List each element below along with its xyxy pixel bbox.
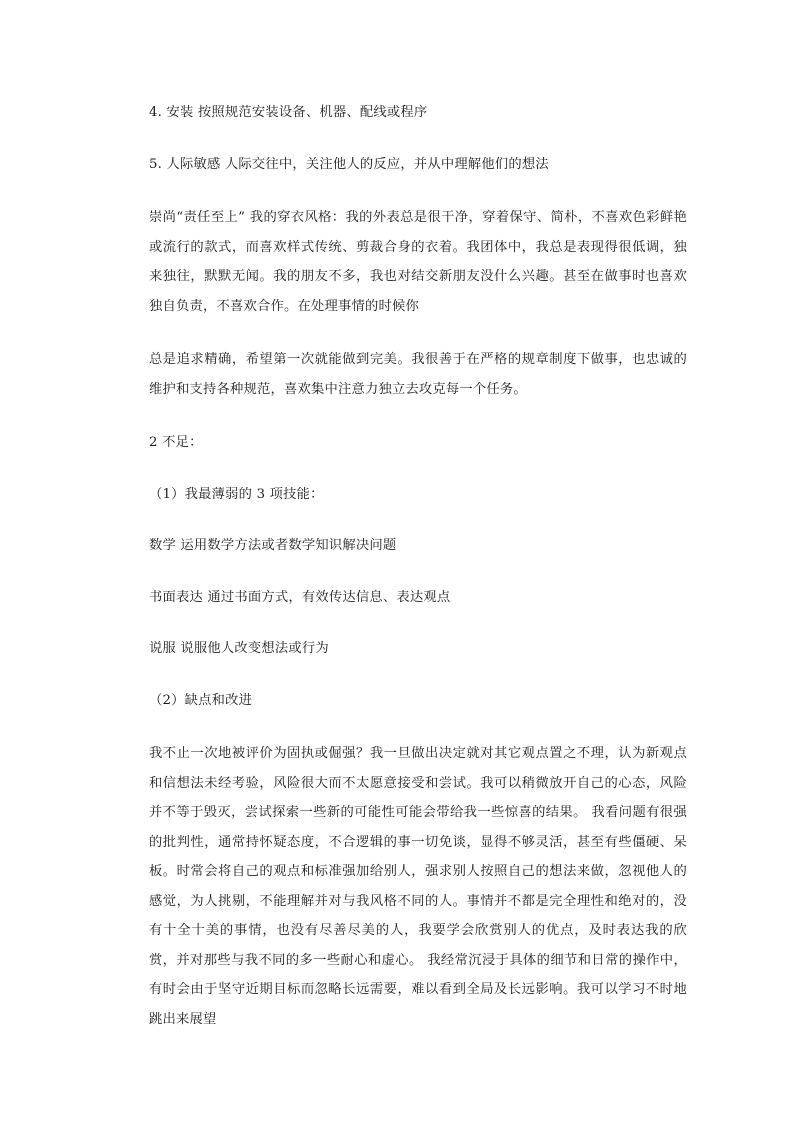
section-heading-weaknesses: 2 不足：	[149, 435, 203, 450]
paragraph-precision: 总是追求精确，希望第一次就能做到完美。我很善于在严格的规章制度下做事，也忠诚的维护和支持各种规范，喜欢集中注意力独立去攻克每一个任务。	[149, 352, 687, 397]
document-body	[149, 98, 687, 1034]
weak-skill-writing: 书面表达 通过书面方式，有效传达信息、表达观点	[149, 589, 451, 605]
paragraph-dress-style: 崇尚“责任至上” 我的穿衣风格：我的外表总是很干净，穿着保守、简朴，不喜欢色彩鲜艳或流行的款式，而喜欢样式传统、剪裁合身的衣着。我团体中，我总是表现得很低调，独来独往，默默无闻。我的朋友不多，我也对结交新朋友没什么兴趣。甚至在做事时也喜欢独自负责，不喜欢合作。在处理事情的时候你	[149, 210, 687, 314]
skill-item-install: 4. 安装 按照规范安装设备、机器、配线或程序	[149, 105, 428, 120]
skill-item-social-perceptiveness: 5. 人际敏感 人际交往中，关注他人的反应，并从中理解他们的想法	[149, 156, 549, 172]
subheading-shortcomings: （2）缺点和改进	[149, 692, 253, 708]
weak-skill-math: 数学 运用数学方法或者数学知识解决问题	[149, 538, 397, 553]
paragraph-shortcomings-detail: 我不止一次地被评价为固执或倔强？我一旦做出决定就对其它观点置之不理，认为新观点和信想法未经考验，风险很大而不太愿意接受和尝试。我可以稍微放开自己的心态，风险并不等于毁灭，尝试探索一些新的可能性可能会带给我一些惊喜的结果。 我看问题有很强的批判性，通常持怀疑态度，不合逻辑的事一切免谈，显得不够灵活，甚至有些僵硬、呆板。时常会将自己的观点和标准强加给别人，强求别人按照自己的想法来做，忽视他人的感觉，为人挑剔，不能理解并对与我风格不同的人。事情并不都是完全理性和绝对的，没有十全十美的事情，也没有尽善尽美的人，我要学会欣赏别人的优点，及时表达我的欣赏，并对那些与我不同的多一些耐心和虚心。 我经常沉浸于具体的细节和日常的操作中，有时会由于坚守近期目标而忽略长远需要，难以看到全局及长远影响。我可以学习不时地跳出来展望	[149, 746, 687, 1027]
weak-skill-persuasion: 说服 说服他人改变想法或行为	[149, 641, 329, 656]
subheading-weakest-skills: （1）我最薄弱的 3 项技能：	[149, 486, 324, 502]
